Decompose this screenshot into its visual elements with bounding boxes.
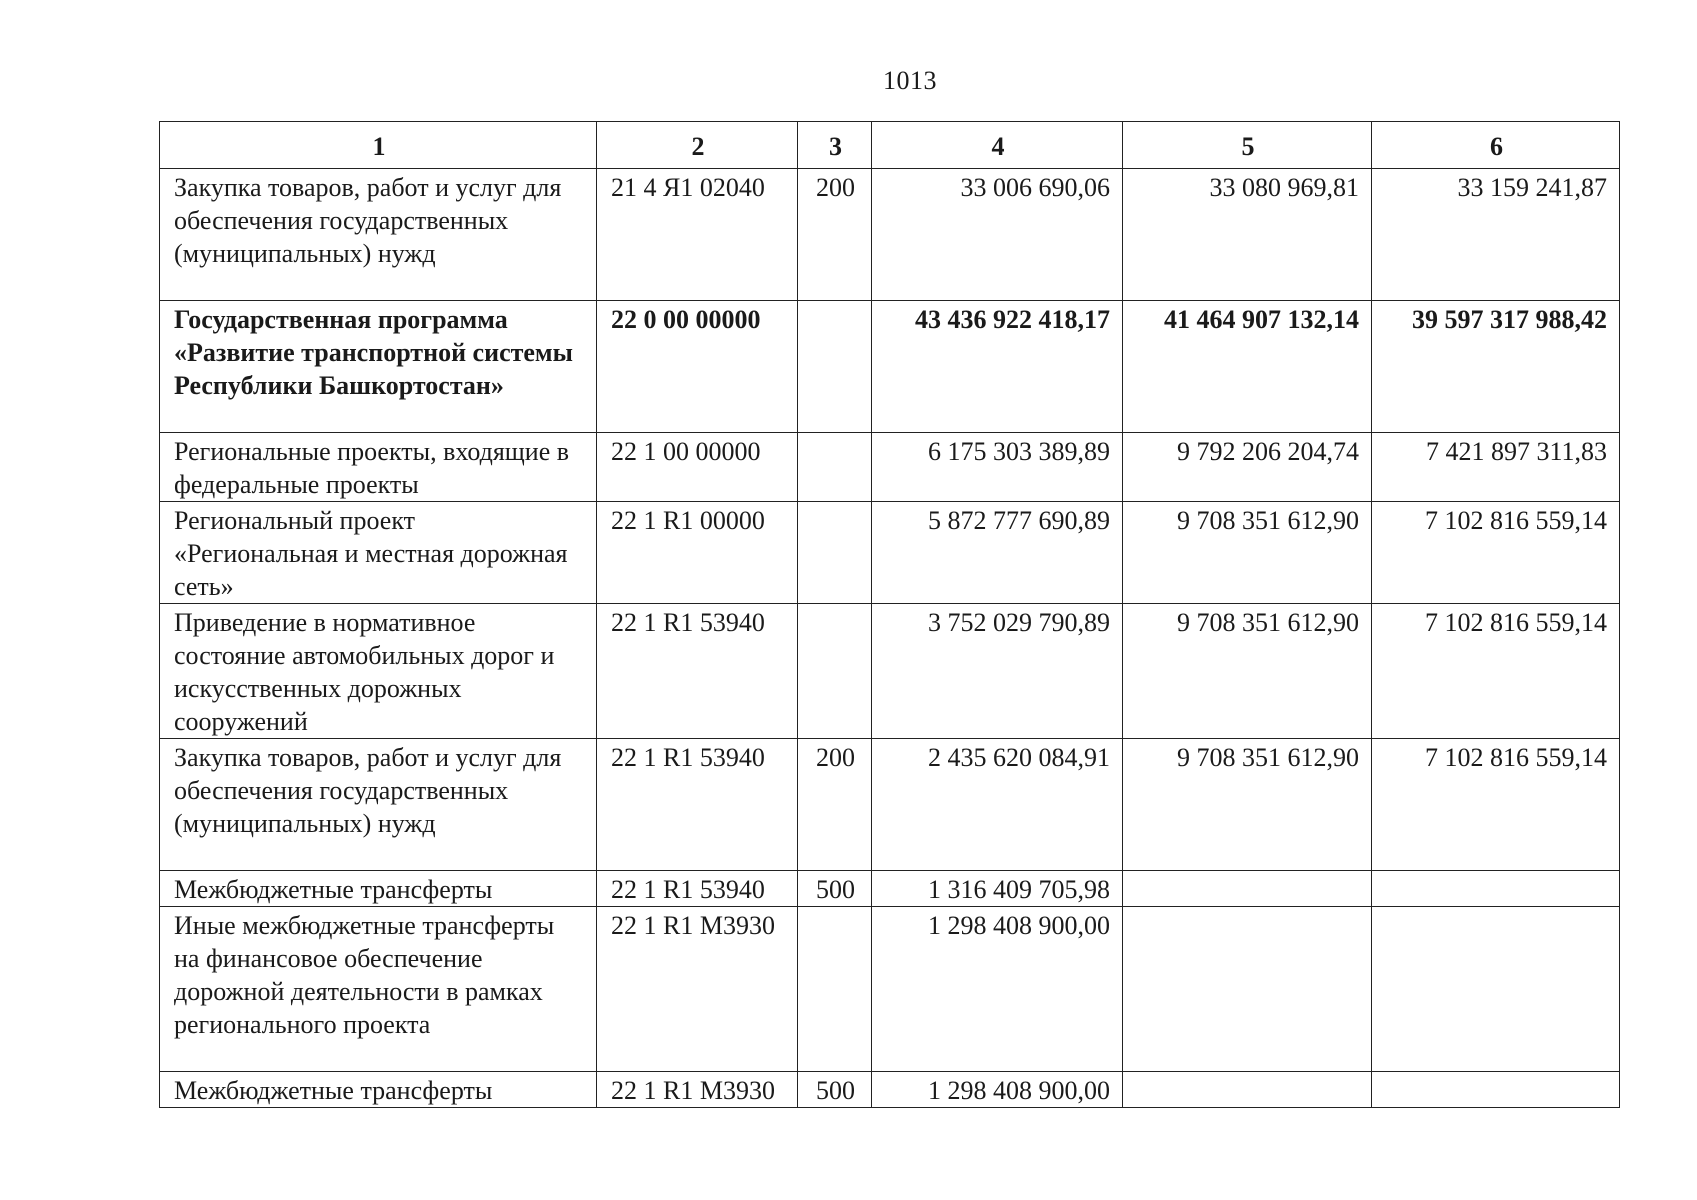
column-header: 1 <box>160 122 597 169</box>
row-code: 22 1 R1 53940 <box>597 871 798 907</box>
table-row <box>160 907 1620 1072</box>
page-number: 1013 <box>883 66 937 95</box>
column-header: 3 <box>798 122 872 169</box>
table-row <box>160 739 1620 871</box>
row-amount-year2: 9 708 351 612,90 <box>1123 604 1372 739</box>
row-expense-type <box>798 301 872 433</box>
table-row <box>160 604 1620 739</box>
table-row <box>160 1072 1620 1108</box>
row-amount-year1: 33 006 690,06 <box>872 169 1123 301</box>
row-name: Межбюджетные трансферты <box>160 871 597 907</box>
row-amount-year2: 33 080 969,81 <box>1123 169 1372 301</box>
row-expense-type <box>798 433 872 502</box>
row-amount-year2: 9 708 351 612,90 <box>1123 502 1372 604</box>
budget-table <box>159 121 1620 1108</box>
row-amount-year3 <box>1372 907 1620 1072</box>
row-amount-year2 <box>1123 907 1372 1072</box>
row-amount-year1: 3 752 029 790,89 <box>872 604 1123 739</box>
column-header: 6 <box>1372 122 1620 169</box>
row-name: Приведение в нормативное состояние автомобильных дорог и искусственных дорожных сооружений <box>160 604 597 739</box>
row-amount-year3 <box>1372 1072 1620 1108</box>
row-amount-year3: 7 421 897 311,83 <box>1372 433 1620 502</box>
row-amount-year1: 5 872 777 690,89 <box>872 502 1123 604</box>
table-row <box>160 871 1620 907</box>
row-amount-year1: 1 298 408 900,00 <box>872 907 1123 1072</box>
row-code: 22 0 00 00000 <box>597 301 798 433</box>
row-code: 22 1 R1 00000 <box>597 502 798 604</box>
row-amount-year2 <box>1123 1072 1372 1108</box>
row-expense-type <box>798 907 872 1072</box>
row-amount-year3: 7 102 816 559,14 <box>1372 502 1620 604</box>
row-code: 22 1 R1 M3930 <box>597 1072 798 1108</box>
row-name: Межбюджетные трансферты <box>160 1072 597 1108</box>
row-amount-year1: 2 435 620 084,91 <box>872 739 1123 871</box>
row-expense-type: 500 <box>798 1072 872 1108</box>
column-header: 4 <box>872 122 1123 169</box>
table-row <box>160 433 1620 502</box>
row-amount-year2: 9 792 206 204,74 <box>1123 433 1372 502</box>
row-amount-year2 <box>1123 871 1372 907</box>
row-amount-year1: 1 316 409 705,98 <box>872 871 1123 907</box>
row-expense-type: 200 <box>798 739 872 871</box>
table-row <box>160 502 1620 604</box>
row-amount-year3: 33 159 241,87 <box>1372 169 1620 301</box>
row-amount-year3 <box>1372 871 1620 907</box>
table-header-row <box>160 122 1620 169</box>
row-amount-year3: 7 102 816 559,14 <box>1372 739 1620 871</box>
row-name: Закупка товаров, работ и услуг для обеспечения государственных (муниципальных) нужд <box>160 739 597 871</box>
row-expense-type: 500 <box>798 871 872 907</box>
row-code: 21 4 Я1 02040 <box>597 169 798 301</box>
row-name: Иные межбюджетные трансферты на финансовое обеспечение дорожной деятельности в рамках регионального проекта <box>160 907 597 1072</box>
row-name: Закупка товаров, работ и услуг для обеспечения государственных (муниципальных) нужд <box>160 169 597 301</box>
row-amount-year1: 6 175 303 389,89 <box>872 433 1123 502</box>
table-row-program <box>160 301 1620 433</box>
table-row <box>160 169 1620 301</box>
row-amount-year2: 9 708 351 612,90 <box>1123 739 1372 871</box>
row-amount-year2: 41 464 907 132,14 <box>1123 301 1372 433</box>
column-header: 2 <box>597 122 798 169</box>
row-name: Государственная программа «Развитие транспортной системы Республики Башкортостан» <box>160 301 597 433</box>
row-amount-year1: 1 298 408 900,00 <box>872 1072 1123 1108</box>
row-code: 22 1 R1 53940 <box>597 604 798 739</box>
row-name: Региональные проекты, входящие в федеральные проекты <box>160 433 597 502</box>
row-amount-year1: 43 436 922 418,17 <box>872 301 1123 433</box>
row-expense-type: 200 <box>798 169 872 301</box>
row-name: Региональный проект «Региональная и местная дорожная сеть» <box>160 502 597 604</box>
row-expense-type <box>798 502 872 604</box>
row-code: 22 1 R1 M3930 <box>597 907 798 1072</box>
row-amount-year3: 39 597 317 988,42 <box>1372 301 1620 433</box>
row-amount-year3: 7 102 816 559,14 <box>1372 604 1620 739</box>
row-expense-type <box>798 604 872 739</box>
row-code: 22 1 00 00000 <box>597 433 798 502</box>
row-code: 22 1 R1 53940 <box>597 739 798 871</box>
column-header: 5 <box>1123 122 1372 169</box>
